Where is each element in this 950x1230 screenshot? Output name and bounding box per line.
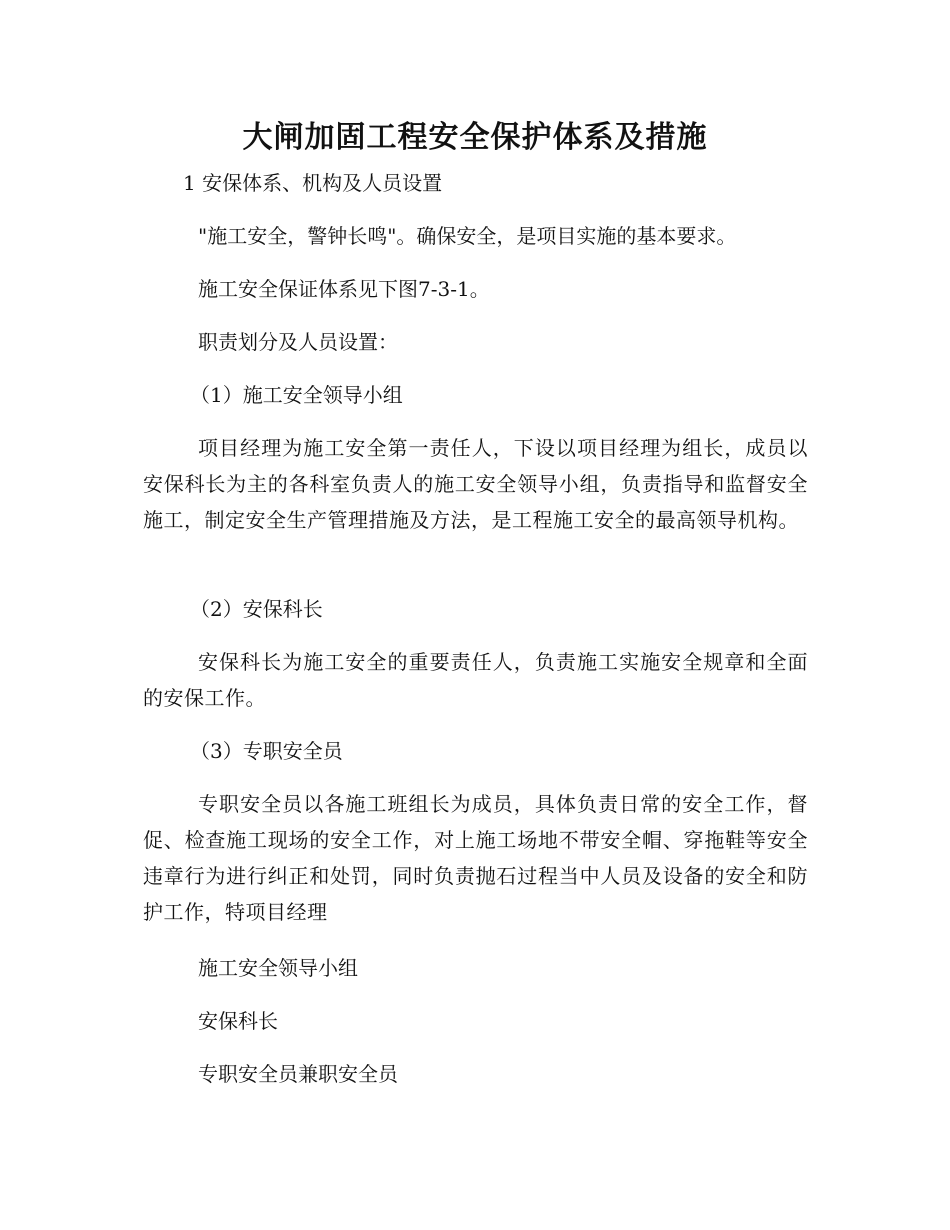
section-heading: 1 安保体系、机构及人员设置: [183, 171, 443, 195]
chart-item-safety-officers: 专职安全员兼职安全员: [198, 1062, 398, 1086]
item3-paragraph: 专职安全员以各施工班组长为成员，具体负责日常的安全工作，督促、检查施工现场的安全工作，对上施工场地不带安全帽、穿拖鞋等安全违章行为进行纠正和处罚，同时负责抛石过程当中人员及设备的安全和防护工作，特项目经理: [143, 792, 808, 924]
item1-paragraph: 项目经理为施工安全第一责任人，下设以项目经理为组长，成员以安保科长为主的各科室负责人的施工安全领导小组，负责指导和监督安全施工，制定安全生产管理措施及方法，是工程施工安全的最高领导机构。: [143, 436, 808, 532]
slogan-paragraph: "施工安全，警钟长鸣"。确保安全，是项目实施的基本要求。: [198, 224, 737, 248]
duties-heading: 职责划分及人员设置：: [198, 330, 398, 354]
item2-heading: （2）安保科长: [190, 597, 323, 621]
item3-heading: （3）专职安全员: [190, 739, 343, 763]
document-title: 大闸加固工程安全保护体系及措施: [242, 120, 708, 155]
item1-heading: （1）施工安全领导小组: [190, 383, 403, 407]
chart-item-security-chief: 安保科长: [198, 1009, 278, 1033]
chart-item-leadership-group: 施工安全领导小组: [198, 956, 358, 980]
system-reference-paragraph: 施工安全保证体系见下图7-3-1。: [198, 277, 490, 301]
item2-paragraph: 安保科长为施工安全的重要责任人，负责施工实施安全规章和全面的安保工作。: [143, 650, 808, 710]
